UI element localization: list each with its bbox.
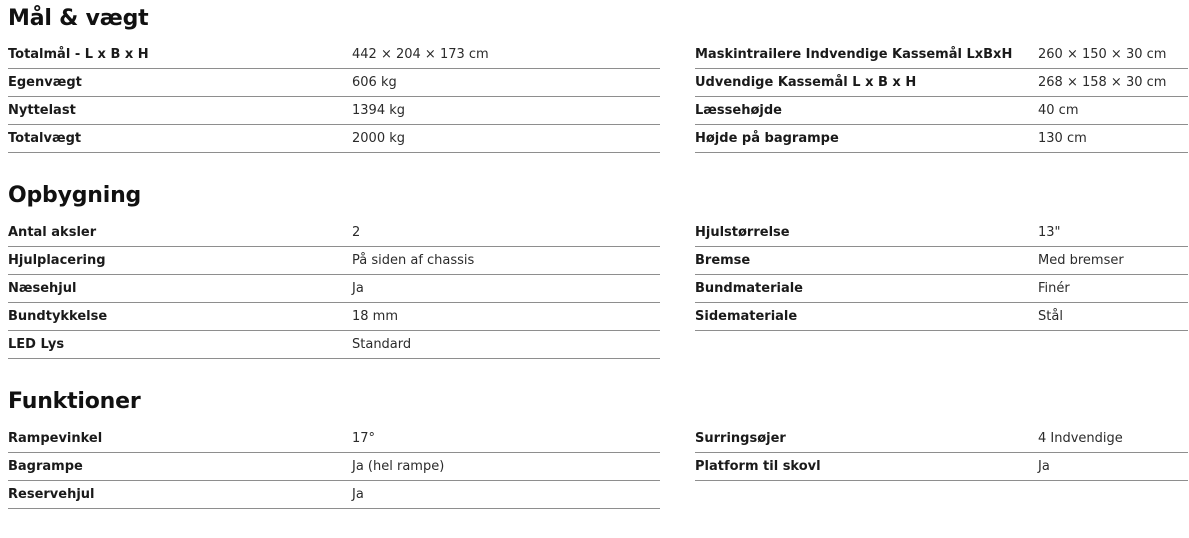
spec-label: Bundmateriale	[695, 281, 803, 296]
spec-value: 260 × 150 × 30 cm	[1038, 47, 1167, 62]
spec-row	[8, 247, 660, 275]
spec-label: Sidemateriale	[695, 309, 798, 324]
section-title-maal-vaegt: Mål & vægt	[8, 6, 149, 31]
spec-row	[695, 97, 1188, 125]
spec-value: Ja	[1038, 459, 1050, 474]
spec-label: Højde på bagrampe	[695, 131, 839, 146]
spec-row	[695, 303, 1188, 331]
spec-row	[8, 41, 660, 69]
spec-row	[8, 69, 660, 97]
spec-row	[695, 41, 1188, 69]
spec-label: Reservehjul	[8, 487, 95, 502]
spec-value: 2	[352, 225, 361, 240]
spec-value: Ja	[352, 487, 364, 502]
spec-row	[8, 425, 660, 453]
spec-value: 1394 kg	[352, 103, 405, 118]
spec-label: Bagrampe	[8, 459, 83, 474]
spec-row	[8, 303, 660, 331]
spec-row	[8, 453, 660, 481]
spec-row	[8, 275, 660, 303]
spec-table-funktioner-right	[695, 425, 1188, 481]
spec-value: 17°	[352, 431, 376, 446]
spec-label: Platform til skovl	[695, 459, 821, 474]
spec-row	[8, 481, 660, 509]
spec-label: Totalvægt	[8, 131, 82, 146]
spec-value: 13"	[1038, 225, 1061, 240]
spec-value: 130 cm	[1038, 131, 1087, 146]
spec-value: 442 × 204 × 173 cm	[352, 47, 489, 62]
spec-label: Hjulplacering	[8, 253, 106, 268]
spec-row	[695, 219, 1188, 247]
section-title-opbygning: Opbygning	[8, 183, 142, 208]
spec-row	[695, 69, 1188, 97]
spec-label: Læssehøjde	[695, 103, 782, 118]
spec-table-maal-vaegt-right	[695, 41, 1188, 153]
spec-label: Rampevinkel	[8, 431, 103, 446]
spec-label: Udvendige Kassemål L x B x H	[695, 75, 917, 90]
spec-value: Ja	[352, 281, 364, 296]
spec-label: Bundtykkelse	[8, 309, 108, 324]
spec-table-opbygning-right	[695, 219, 1188, 331]
spec-row	[8, 125, 660, 153]
spec-table-maal-vaegt-left	[8, 41, 660, 153]
spec-value: 40 cm	[1038, 103, 1079, 118]
spec-value: Standard	[352, 337, 412, 352]
spec-row	[695, 125, 1188, 153]
spec-label: Surringsøjer	[695, 431, 786, 446]
spec-label: Maskintrailere Indvendige Kassemål LxBxH	[695, 47, 1013, 62]
spec-value: 2000 kg	[352, 131, 405, 146]
spec-value: 4 Indvendige	[1038, 431, 1123, 446]
spec-value: 606 kg	[352, 75, 397, 90]
spec-row	[695, 275, 1188, 303]
spec-row	[8, 97, 660, 125]
section-title-funktioner: Funktioner	[8, 389, 141, 414]
spec-table-opbygning-left	[8, 219, 660, 359]
spec-label: LED Lys	[8, 337, 65, 352]
spec-row	[695, 247, 1188, 275]
spec-row	[695, 453, 1188, 481]
spec-label: Egenvægt	[8, 75, 82, 90]
spec-label: Næsehjul	[8, 281, 77, 296]
spec-row	[8, 331, 660, 359]
spec-row	[695, 425, 1188, 453]
spec-label: Nyttelast	[8, 103, 76, 118]
spec-value: Finér	[1038, 281, 1070, 296]
spec-value: Stål	[1038, 309, 1063, 324]
spec-label: Antal aksler	[8, 225, 97, 240]
spec-value: Ja (hel rampe)	[352, 459, 445, 474]
spec-label: Bremse	[695, 253, 751, 268]
spec-row	[8, 219, 660, 247]
spec-label: Hjulstørrelse	[695, 225, 790, 240]
spec-value: 18 mm	[352, 309, 399, 324]
spec-value: Med bremser	[1038, 253, 1124, 268]
spec-table-funktioner-left	[8, 425, 660, 509]
spec-value: 268 × 158 × 30 cm	[1038, 75, 1167, 90]
spec-label: Totalmål - L x B x H	[8, 47, 149, 62]
spec-value: På siden af chassis	[352, 253, 475, 268]
